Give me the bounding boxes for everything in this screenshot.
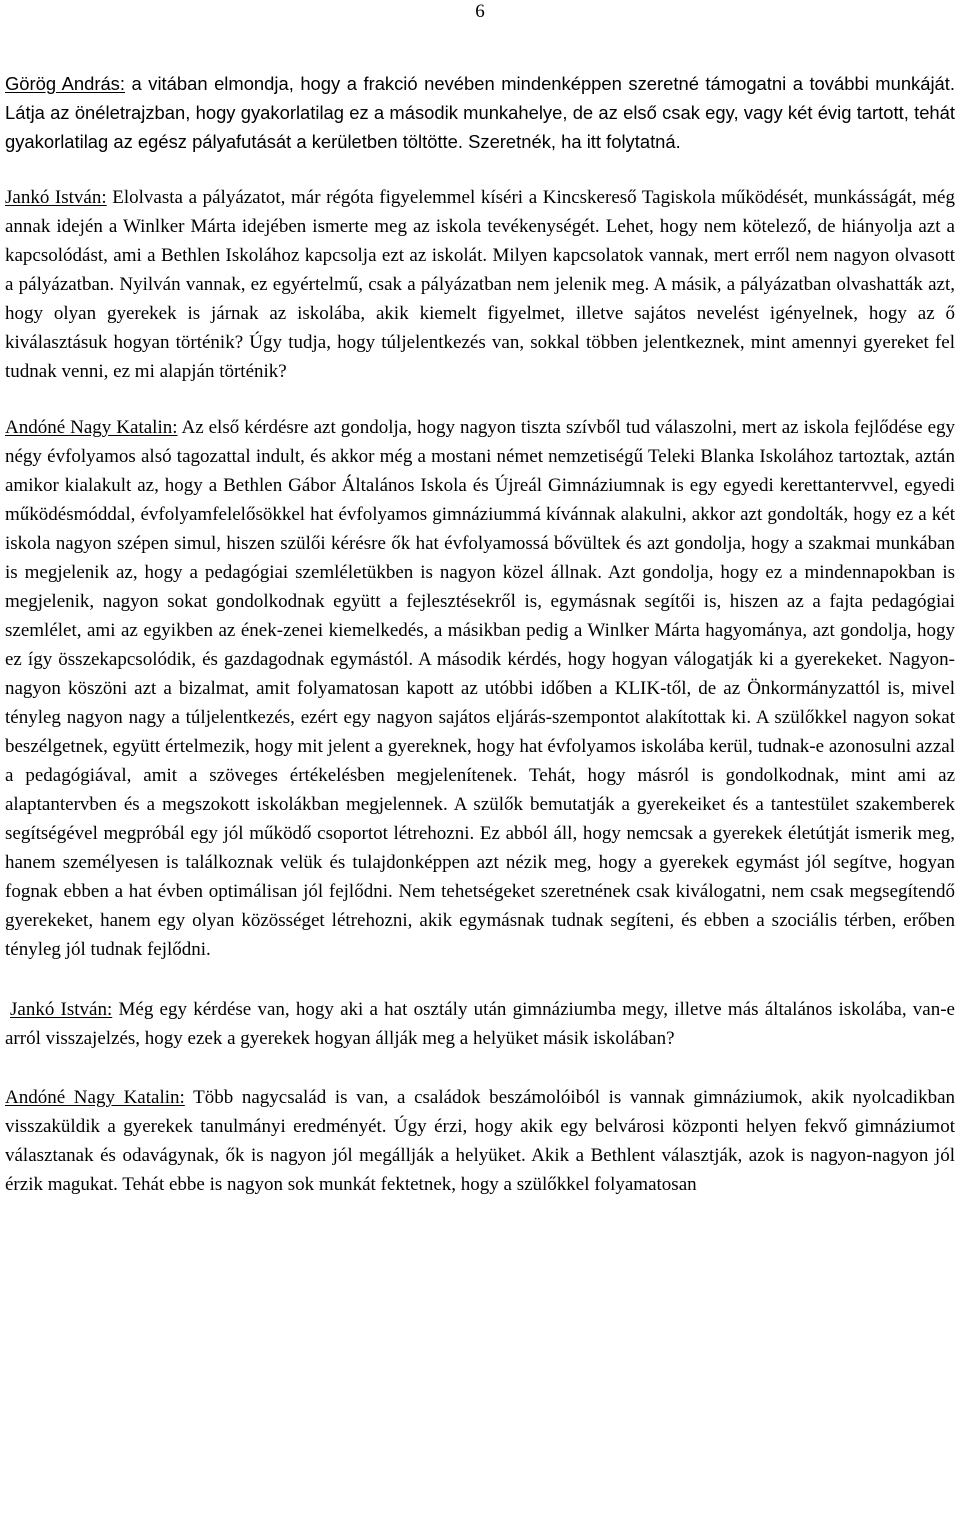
paragraph-text: Elolvasta a pályázatot, már régóta figyelemmel kíséri a Kincskereső Tagiskola működését, munkásságát, még annak idején a Winlker Márta idejében ismerte meg az iskola tevékenységét. Lehet, hogy nem kötelező, de hiányolja azt a kapcsolódást, ami a Bethlen Iskolához kapcsolja ezt az iskolát. Milyen kapcsolatok vannak, mert erről nem nagyon olvasott a pályázatban. Nyilván vannak, ez egyértelmű, csak a pályázatban nem jelenik meg. A másik, a pályázatban olvashatták azt, hogy olyan gyerekek is járnak az iskolába, akik kiemelt figyelmet, illetve sajátos nevelést igényelnek, hogy az ő kiválasztásuk hogyan történik? Úgy tudja, hogy túljelentkezés van, sokkal többen jelentkeznek, mint amennyi gyereket fel tudnak venni, ez mi alapján történik?: [5, 187, 955, 382]
paragraph-text: Az első kérdésre azt gondolja, hogy nagyon tiszta szívből tud válaszolni, mert az iskola fejlődése egy négy évfolyamos alsó tagozattal indult, és akkor még a mostani német nemzetiségű Teleki Blanka Iskolához tartoztak, aztán amikor kialakult az, hogy a Bethlen Gábor Általános Iskola és Újreál Gimnáziumnak is egy egyedi kerettantervvel, egyedi működésmóddal, évfolyamfelelősökkel hat évfolyamos gimnáziummá kívánnak alakulni, akkor azt gondolták, hogy ez a két iskola nagyon szépen simul, hiszen szülői kérésre ők hat évfolyamossá bővültek és azt gondolja, hogy a szakmai munkában is megjelenik az, hogy a pedagógiai szemléletükben is nagyon közel állnak. Azt gondolja, hogy ez a mindennapokban is megjelenik, nagyon sokat gondolkodnak együtt a fejlesztésekről is, egymásnak segítői is, hiszen az a fajta pedagógiai szemlélet, ami az egyikben az ének-zenei kiemelkedés, a másikban pedig a Winlker Márta hagyománya, azt gondolja, hogy ez így összekapcsolódik, és gazdagodnak egymástól. A második kérdés, hogy hogyan válogatják ki a gyerekeket. Nagyon-nagyon köszöni azt a bizalmat, amit folyamatosan kapott az utóbbi időben a KLIK-től, de az Önkormányzattól is, mivel tényleg nagyon nagy a túljelentkezés, ezért egy nagyon sajátos eljárás-szempontot alakítottak ki. A szülőkkel nagyon sokat beszélgetnek, együtt értelmezik, hogy mit jelent a gyereknek, hogy hat évfolyamos iskolába kerül, tudnak-e azonosulni azzal a pedagógiával, amit a szöveges értékelésben megjelenítenek. Tehát, hogy másról is gondolkodnak, mint ami az alaptantervben és a megszokott iskolákban megjelennek. A szülők bemutatják a gyerekeiket és a tantestület szakemberek segítségével megpróbál egy jól működő csoportot létrehozni. Ez abból áll, hogy nemcsak a gyerekek életútját ismerik meg, hanem személyesen is találkoznak velük és tulajdonképpen azt nézik meg, hogy a gyerekek egymást jól segítve, hogyan fognak ebben a hat évben optimálisan jól fejlődni. Nem tehetségeket szeretnének csak kiválogatni, nem csak megsegítendő gyerekeket, hanem egy olyan közösséget létrehozni, akik egymásnak tudnak segíteni, és ebben a szociális térben, erőben tényleg jól tudnak fejlődni.: [5, 417, 956, 960]
speaker-name: Görög András:: [5, 73, 125, 94]
paragraph-andone-nagy-katalin-2: [5, 1083, 955, 1199]
paragraph-text: Több nagycsalád is van, a családok beszámolóiból is vannak gimnáziumok, akik nyolcadikban visszaküldik a gyerekek tanulmányi eredményét. Úgy érzi, hogy akik egy belvárosi központi helyen fekvő gimnáziumot választanak és odavágynak, ők is nagyon jól megállják a helyüket. Akik a Bethlent választják, azok is nagyon-nagyon jól érzik magukat. Tehát ebbe is nagyon sok munkát fektetnek, hogy a szülőkkel folyamatosan: [5, 1087, 956, 1195]
speaker-name: Jankó István:: [10, 999, 113, 1020]
paragraph-andone-nagy-katalin-1: [5, 413, 955, 964]
speaker-name: Andóné Nagy Katalin:: [5, 1087, 185, 1108]
paragraph-text: Még egy kérdése van, hogy aki a hat osztály után gimnáziumba megy, illetve más általános iskolába, van-e arról visszajelzés, hogy ezek a gyerekek hogyan állják meg a helyüket másik iskolában?: [5, 999, 955, 1049]
paragraph-gorog-andras: [5, 69, 955, 156]
paragraph-janko-istvan-2: [5, 995, 955, 1053]
paragraph-janko-istvan-1: [5, 183, 955, 386]
paragraph-text: a vitában elmondja, hogy a frakció nevében mindenképpen szeretné támogatni a további munkáját. Látja az önéletrajzban, hogy gyakorlatilag ez a második munkahelye, de az első csak egy, vagy két évig tartott, tehát gyakorlatilag az egész pályafutását a kerületben töltötte. Szeretnék, ha itt folytatná.: [5, 73, 955, 152]
document-body: [5, 69, 955, 1199]
speaker-name: Andóné Nagy Katalin:: [5, 417, 178, 438]
speaker-name: Jankó István:: [5, 187, 107, 208]
page-number: 6: [475, 1, 485, 22]
